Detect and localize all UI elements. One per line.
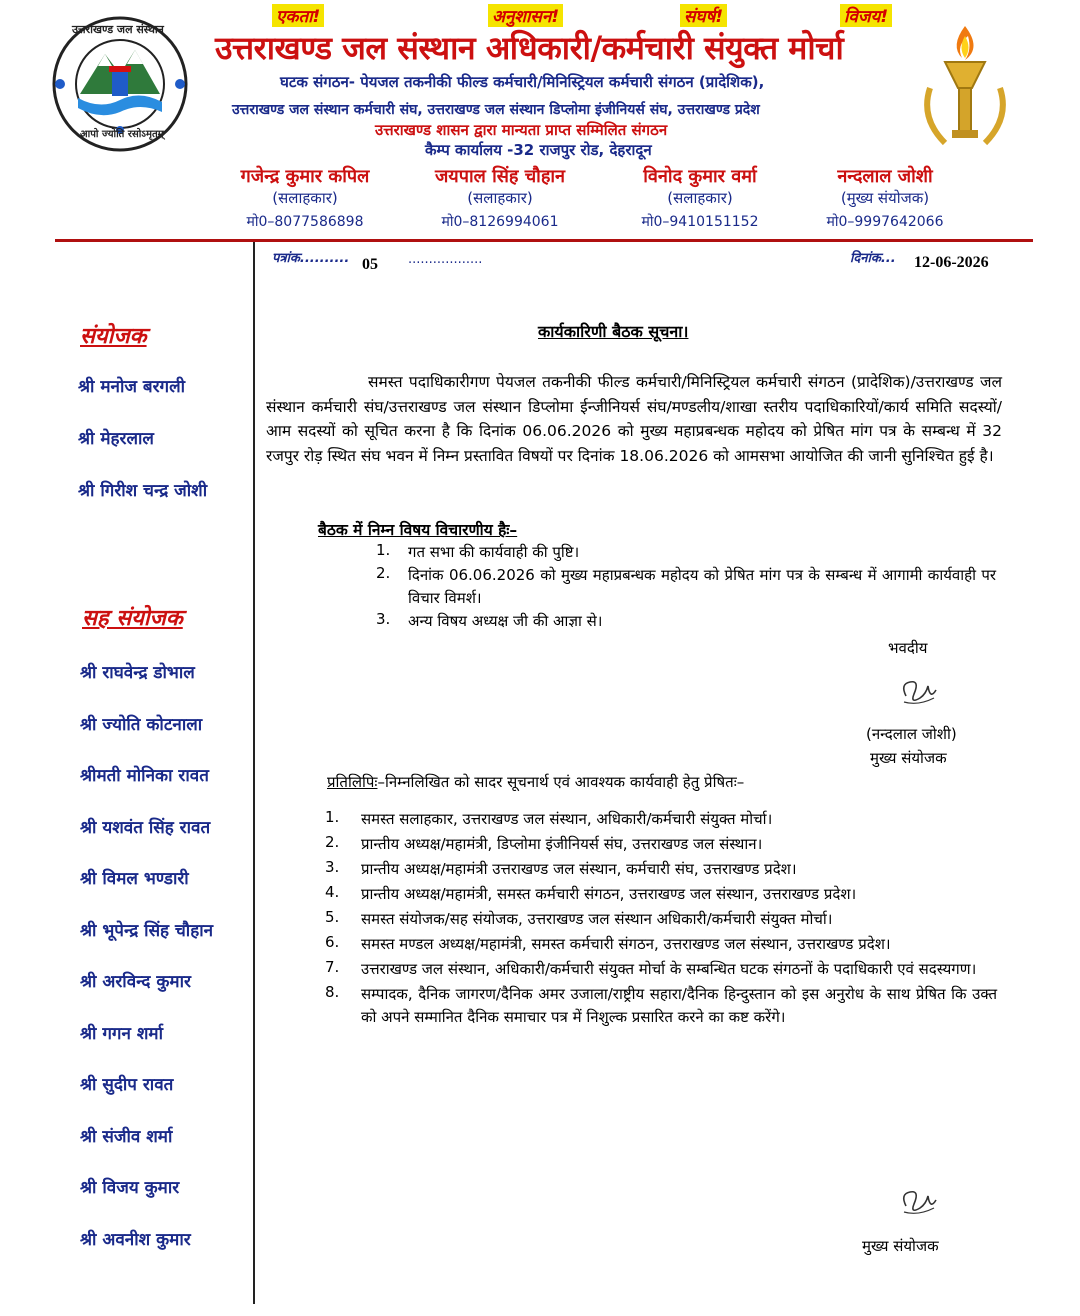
item-number: 3. — [376, 610, 391, 628]
agenda-item — [376, 564, 996, 610]
sidebar-divider — [253, 242, 255, 1304]
advisor-phone: मो0–8077586898 — [246, 214, 364, 230]
cc-item — [325, 958, 997, 981]
cc-item — [325, 858, 997, 881]
advisor-2 — [400, 164, 600, 231]
co-convener-name: श्री यशवंत सिंह रावत — [80, 817, 211, 838]
co-convener-name: श्री राघवेन्द्र डोभाल — [80, 663, 195, 683]
cc-item — [325, 983, 997, 1029]
slogan-victory: विजय! — [840, 4, 892, 27]
item-text: अन्य विषय अध्यक्ष जी की आज्ञा से। — [408, 612, 603, 630]
co-convener-name: श्री अवनीश कुमार — [80, 1229, 191, 1250]
date-label: दिनांक... — [850, 251, 896, 266]
agenda-heading: बैठक में निम्न विषय विचारणीय हैः– — [318, 521, 518, 539]
item-number: 1. — [325, 808, 340, 826]
co-convener-name: श्री ज्योति कोटनाला — [80, 714, 203, 735]
signatory-name: (नन्दलाल जोशी) — [866, 725, 957, 743]
item-text: प्रान्तीय अध्यक्ष/महामंत्री, समस्त कर्मचारी संगठन, उत्तराखण्ड जल संस्थान, उत्तराखण्ड प्रदेश। — [361, 885, 857, 903]
header-line-2: उत्तराखण्ड जल संस्थान कर्मचारी संघ, उत्तराखण्ड जल संस्थान डिप्लोमा इंजीनियर्स संघ, उत्तराखण्ड प्रदेश — [232, 102, 760, 118]
advisor-name: जयपाल सिंह चौहान — [434, 166, 566, 187]
item-number: 7. — [325, 958, 340, 976]
advisor-role: (सलाहकार) — [272, 189, 338, 207]
header-line-3: उत्तराखण्ड शासन द्वारा मान्यता प्राप्त सम्मिलित संगठन — [375, 121, 668, 139]
item-number: 6. — [325, 933, 340, 951]
slogan-struggle: संघर्ष! — [680, 4, 727, 27]
org-title: उत्तराखण्ड जल संस्थान अधिकारी/कर्मचारी संयुक्त मोर्चा — [215, 29, 844, 67]
convener-name: श्री मनोज बरगली — [78, 377, 186, 397]
agenda-list — [376, 541, 996, 633]
cc-item — [325, 908, 997, 931]
item-number: 3. — [325, 858, 340, 876]
signature-1 — [896, 676, 940, 716]
advisor-phone: मो0–9410151152 — [641, 214, 759, 230]
final-signatory-title: मुख्य संयोजक — [862, 1237, 939, 1255]
co-convener-name: श्री भूपेन्द्र सिंह चौहान — [80, 920, 214, 941]
co-convener-name: श्रीमती मोनिका रावत — [80, 766, 209, 786]
item-text: समस्त सलाहकार, उत्तराखण्ड जल संस्थान, अधिकारी/कर्मचारी संयुक्त मोर्चा। — [361, 810, 773, 828]
ref-dots: .................. — [408, 252, 483, 267]
advisor-phone: मो0–9997642066 — [826, 214, 944, 230]
item-text: समस्त मण्डल अध्यक्ष/महामंत्री, समस्त कर्मचारी संगठन, उत्तराखण्ड जल संस्थान, उत्तराखण्ड प्रदेश। — [361, 935, 891, 953]
advisor-1 — [205, 164, 405, 231]
item-text: प्रान्तीय अध्यक्ष/महामंत्री उत्तराखण्ड जल संस्थान, कर्मचारी संघ, उत्तराखण्ड प्रदेश। — [361, 860, 797, 878]
sidebar-heading-convener: संयोजक — [80, 324, 147, 349]
item-text: उत्तराखण्ड जल संस्थान, अधिकारी/कर्मचारी संयुक्त मोर्चा के सम्बन्धित घटक संगठनों के पदाधिकारी एवं सदस्यगण। — [361, 960, 977, 978]
agenda-item — [376, 541, 996, 564]
advisor-role: (सलाहकार) — [467, 189, 533, 207]
convener-name: श्री मेहरलाल — [78, 429, 154, 449]
item-text: गत सभा की कार्यवाही की पुष्टि। — [408, 543, 580, 561]
letter-body: समस्त पदाधिकारीगण पेयजल तकनीकी फील्ड कर्मचारी/मिनिस्ट्रियल कर्मचारी संगठन (प्रादेशिक)/उत्तराखण्ड जल संस्थान कर्मचारी संघ/उत्तराखण्ड जल संस्थान डिप्लोमा ईन्जीनियर्स संघ/मण्डलीय/शाखा स्तरीय पदाधिकारियों/कार्य समिति सदस्यों/आम सदस्यों को सूचित करना है कि दिनांक 06.06.2026 को मुख्य महाप्रबन्धक महोदय को प्रेषित मांग पत्र के सम्बन्ध में 32 रजपुर रोड़ स्थित संघ भवन में निम्न प्रस्तावित विषयों पर दिनांक 18.06.2026 को आमसभा आयोजित की जानी सुनिश्चित हुई है। — [266, 373, 1002, 465]
item-number: 2. — [325, 833, 340, 851]
cc-label: प्रतिलिपिः — [327, 773, 378, 791]
signature-2 — [896, 1186, 940, 1226]
advisor-3 — [600, 164, 800, 231]
logo-text-bottom: आपो ज्योति रसोऽमृतम् — [80, 129, 164, 140]
ref-number-label: पत्रांक.......... — [272, 251, 350, 266]
cc-item — [325, 933, 997, 956]
co-convener-name: श्री सुदीप रावत — [80, 1075, 174, 1095]
cc-intro — [327, 772, 744, 792]
co-convener-name: श्री विमल भण्डारी — [80, 869, 189, 889]
co-convener-name: श्री विजय कुमार — [80, 1178, 180, 1198]
sidebar-heading-co-convener: सह संयोजक — [82, 606, 183, 631]
cc-item — [325, 833, 997, 856]
advisor-name: गजेन्द्र कुमार कपिल — [240, 166, 370, 187]
ref-number: 05 — [362, 256, 378, 273]
closing: भवदीय — [888, 639, 928, 657]
agenda-item — [376, 610, 996, 633]
cc-item — [325, 883, 997, 906]
advisor-role: (सलाहकार) — [667, 189, 733, 207]
item-text: दिनांक 06.06.2026 को मुख्य महाप्रबन्धक महोदय को प्रेषित मांग पत्र के सम्बन्ध में आगामी कार्यवाही पर विचार विमर्श। — [408, 566, 996, 607]
signatory-title: मुख्य संयोजक — [870, 749, 947, 767]
slogan-unity: एकता! — [272, 4, 324, 27]
item-number: 2. — [376, 564, 391, 582]
letter-date: 12-06-2026 — [914, 254, 989, 271]
co-convener-name: श्री संजीव शर्मा — [80, 1126, 173, 1147]
co-convener-name: श्री गगन शर्मा — [80, 1023, 163, 1044]
item-text: सम्पादक, दैनिक जागरण/दैनिक अमर उजाला/राष्ट्रीय सहारा/दैनिक हिन्दुस्तान को इस अनुरोध के साथ प्रेषित कि उक्त को अपने सम्मानित दैनिक समाचार पत्र में निशुल्क प्रसारित करने का कष्ट करेंगे। — [361, 985, 997, 1026]
logo-text-top: उत्तराखण्ड जल संस्थान — [72, 23, 164, 36]
advisor-4 — [785, 164, 985, 231]
cc-item — [325, 808, 997, 831]
co-convener-name: श्री अरविन्द कुमार — [80, 972, 191, 992]
item-text: समस्त संयोजक/सह संयोजक, उत्तराखण्ड जल संस्थान अधिकारी/कर्मचारी संयुक्त मोर्चा। — [361, 910, 833, 928]
advisor-phone: मो0–8126994061 — [441, 214, 559, 230]
item-number: 8. — [325, 983, 340, 1001]
advisor-name: विनोद कुमार वर्मा — [643, 166, 757, 187]
org-logo — [50, 14, 190, 154]
item-text: प्रान्तीय अध्यक्ष/महामंत्री, डिप्लोमा इंजीनियर्स संघ, उत्तराखण्ड जल संस्थान। — [361, 835, 763, 853]
item-number: 1. — [376, 541, 391, 559]
letter-subject: कार्यकारिणी बैठक सूचना। — [538, 322, 689, 341]
advisor-role: (मुख्य संयोजक) — [840, 189, 930, 207]
convener-list — [78, 374, 207, 530]
header-divider — [55, 239, 1033, 242]
co-convener-list — [80, 660, 213, 1278]
header-line-1: घटक संगठन- पेयजल तकनीकी फील्ड कर्मचारी/मिनिस्ट्रियल कर्मचारी संगठन (प्रादेशिक), — [280, 73, 765, 91]
cc-intro-text: –निम्नलिखित को सादर सूचनार्थ एवं आवश्यक कार्यवाही हेतु प्रेषितः– — [377, 773, 745, 791]
convener-name: श्री गिरीश चन्द्र जोशी — [78, 481, 208, 501]
header-address: कैम्प कार्यालय -32 राजपुर रोड, देहरादून — [425, 141, 652, 159]
item-number: 4. — [325, 883, 340, 901]
cc-list — [325, 808, 997, 1031]
item-number: 5. — [325, 908, 340, 926]
torch-emblem — [910, 18, 1020, 158]
slogan-discipline: अनुशासन! — [488, 4, 563, 27]
advisor-name: नन्दलाल जोशी — [837, 166, 933, 187]
